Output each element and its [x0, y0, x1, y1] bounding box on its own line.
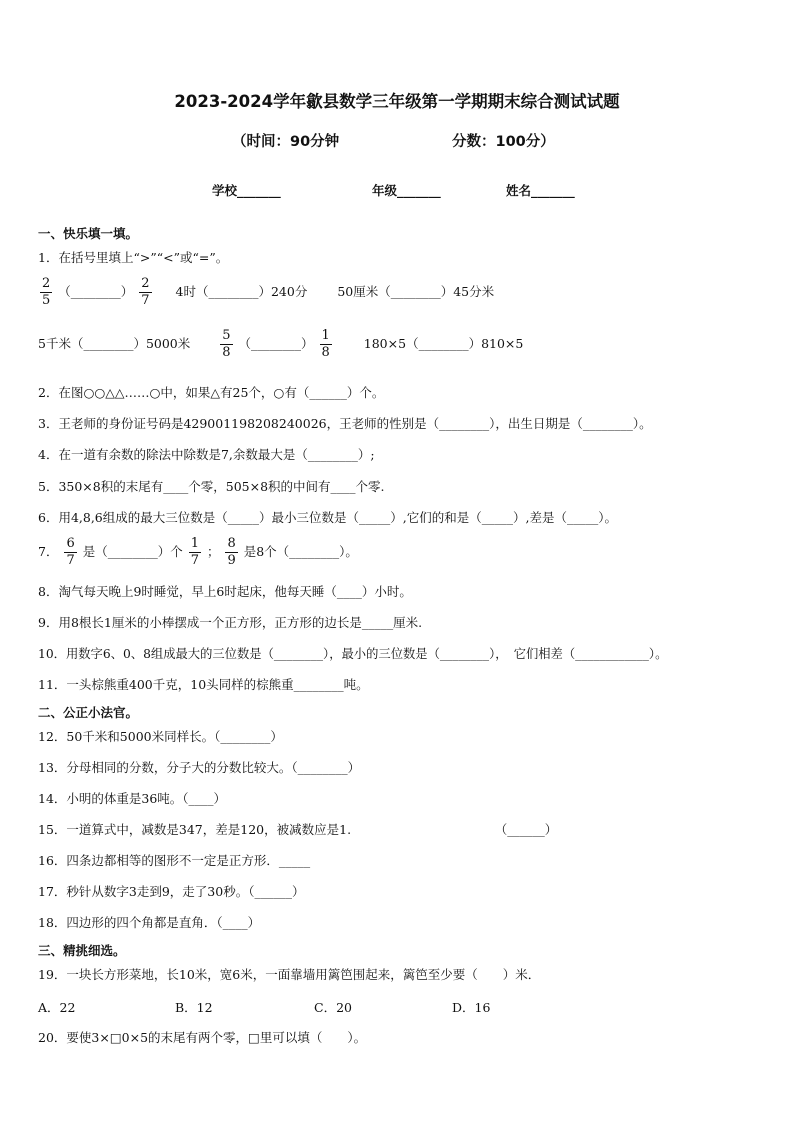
fraction-denominator: 8	[321, 345, 330, 360]
fraction	[64, 536, 76, 569]
option-d: D．16	[452, 1000, 491, 1015]
question-2: 2．在图○○△△……○中，如果△有25个，○有（______）个。	[38, 385, 385, 400]
blank: （________）	[238, 336, 314, 351]
fraction	[40, 276, 52, 309]
question-6: 6．用4,8,6组成的最大三位数是（_____）最小三位数是（_____）,它们的和是（_____）,差是（_____）。	[38, 510, 617, 525]
section-1-heading: 一、快乐填一填。	[38, 226, 139, 241]
comparison-distance: 5千米（________）5000米	[38, 336, 191, 351]
option-c: C．20	[314, 1000, 352, 1015]
question-18: 18．四边形的四个角都是直角．（____）	[38, 915, 261, 930]
question-7-tail: 是8个（________）。	[243, 544, 358, 559]
question-7-text: 是（________）个	[82, 544, 183, 559]
fraction	[220, 328, 232, 361]
question-20: 20．要使3×□0×5的末尾有两个零，□里可以填（ ）。	[38, 1030, 367, 1045]
question-3: 3．王老师的身份证号码是429001198208240026，王老师的性别是（________），出生日期是（________）。	[38, 416, 652, 431]
name-field: 姓名_______	[506, 183, 575, 198]
question-8: 8．淘气每天晚上9时睡觉，早上6时起床，他每天睡（____）小时。	[38, 584, 412, 599]
grade-field: 年级_______	[372, 183, 441, 198]
question-15: 15．一道算式中，减数是347，差是120，被减数应是1. （______）	[38, 822, 558, 837]
comparison-length: 50厘米（________）45分米	[337, 284, 495, 299]
blank: （________）	[58, 284, 134, 299]
question-7-separator: ；	[206, 544, 220, 559]
exam-title: 2023-2024学年歙县数学三年级第一学期期末综合测试试题	[174, 92, 620, 111]
question-11: 11．一头棕熊重400千克，10头同样的棕熊重________吨。	[38, 677, 369, 692]
comparison-time: 4时（________）240分	[175, 284, 308, 299]
question-13: 13．分母相同的分数，分子大的分数比较大。（________）	[38, 760, 361, 775]
fraction	[189, 536, 201, 569]
exam-time: （时间：90分钟	[232, 134, 340, 150]
section-3-heading: 三、精挑细选。	[38, 943, 126, 958]
school-field: 学校_______	[212, 183, 281, 198]
fraction-denominator: 7	[66, 553, 75, 568]
exam-score: 分数：100分）	[452, 134, 555, 150]
question-1-stem: 1．在括号里填上“>”“<”或“=”。	[38, 250, 229, 265]
question-1-row-2	[38, 328, 523, 361]
fraction-denominator: 5	[42, 293, 51, 308]
question-17: 17．秒针从数字3走到9，走了30秒。（______）	[38, 884, 305, 899]
fraction-numerator: 2	[42, 276, 51, 291]
fraction-numerator: 6	[66, 536, 75, 551]
question-4: 4．在一道有余数的除法中除数是7,余数最大是（________）;	[38, 447, 375, 462]
section-2-heading: 二、公正小法官。	[38, 705, 139, 720]
fraction-numerator: 5	[222, 328, 231, 343]
option-a: A．22	[38, 1000, 76, 1015]
fraction-denominator: 7	[190, 553, 199, 568]
fraction-numerator: 2	[141, 276, 150, 291]
fraction-denominator: 7	[141, 293, 150, 308]
question-19: 19．一块长方形菜地，长10米，宽6米，一面靠墙用篱笆围起来，篱笆至少要（ ）米．	[38, 967, 541, 982]
question-5: 5．350×8积的末尾有____个零，505×8积的中间有____个零.	[38, 479, 385, 494]
fraction	[225, 536, 237, 569]
fraction-denominator: 8	[222, 345, 231, 360]
question-9: 9．用8根长1厘米的小棒摆成一个正方形，正方形的边长是_____厘米.	[38, 615, 423, 630]
fraction-numerator: 1	[190, 536, 199, 551]
fraction-numerator: 1	[321, 328, 330, 343]
question-10: 10．用数字6、0、8组成最大的三位数是（________），最小的三位数是（________）， 它们相差（____________）。	[38, 647, 668, 661]
fraction-numerator: 8	[227, 536, 236, 551]
question-16: 16．四条边都相等的图形不一定是正方形．_____	[38, 853, 311, 868]
question-12: 12．50千米和5000米同样长。（________）	[38, 729, 283, 744]
fraction	[139, 276, 151, 309]
question-1-row-1	[38, 276, 494, 309]
comparison-product: 180×5（________）810×5	[363, 336, 524, 351]
question-7-number: 7．	[38, 544, 59, 559]
fraction-denominator: 9	[227, 553, 236, 568]
question-7	[38, 536, 358, 569]
option-b: B．12	[175, 1000, 213, 1015]
question-14: 14．小明的体重是36吨。（____）	[38, 791, 227, 806]
fraction	[320, 328, 332, 361]
